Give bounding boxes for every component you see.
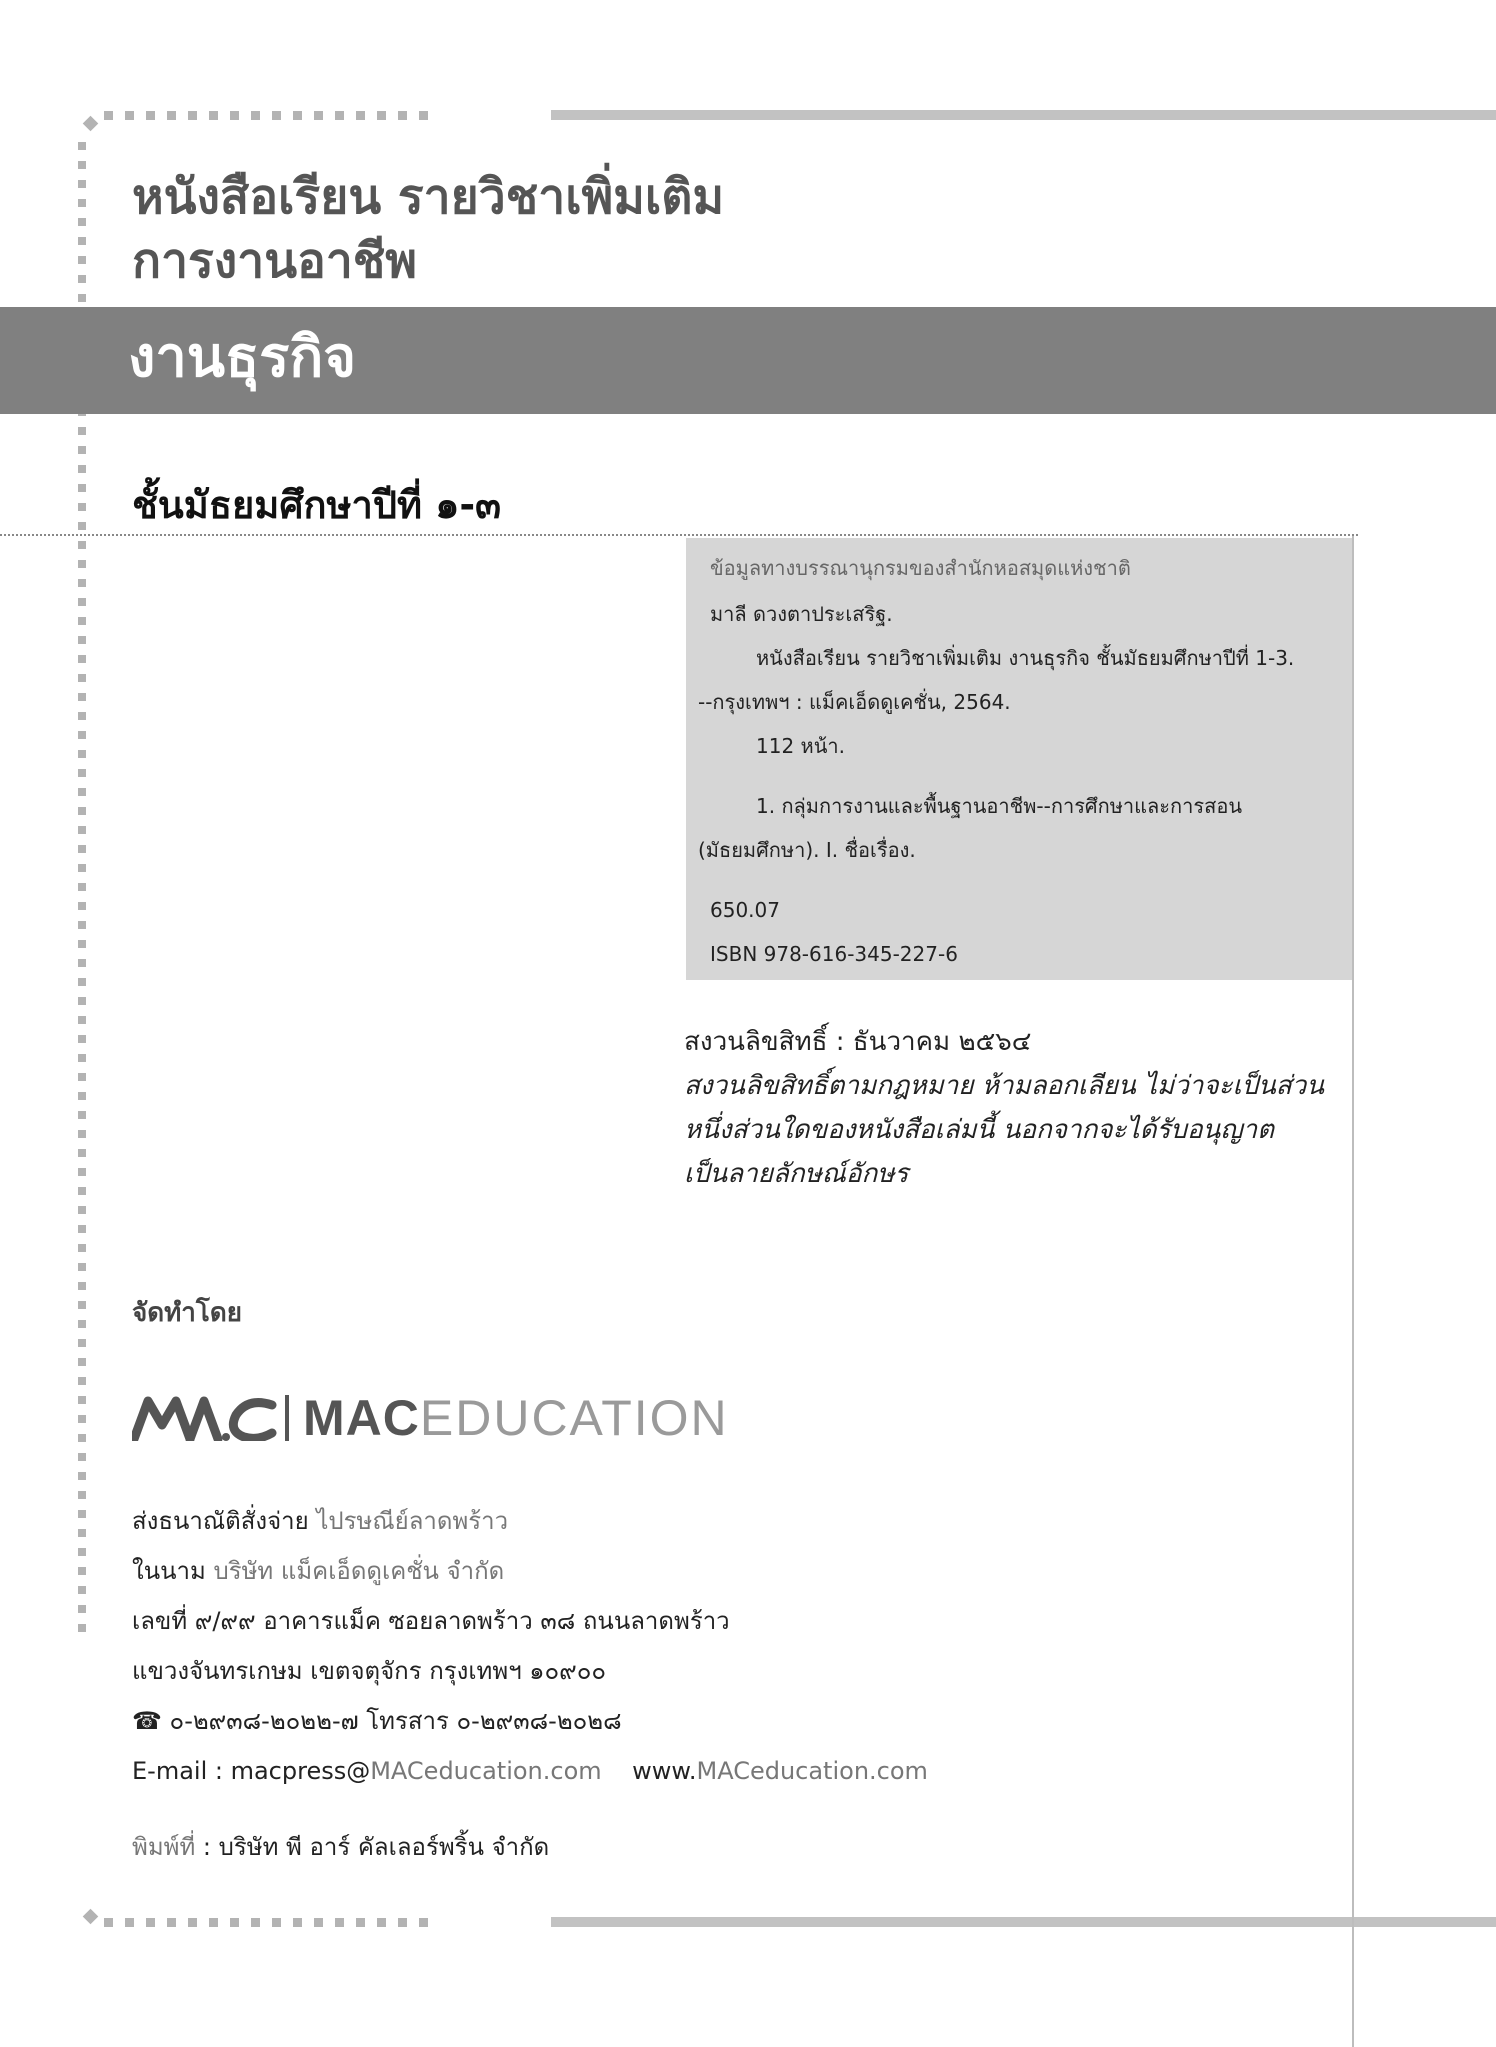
cip-publisher: --กรุงเทพฯ : แม็คเอ็ดดูเคชั่น, 2564. xyxy=(698,690,1011,714)
phone-icon: ☎ xyxy=(132,1707,162,1735)
address-line-3: เลขที่ ๙/๙๙ อาคารแม็ค ซอยลาดพร้าว ๓๘ ถนนลาดพร้าว xyxy=(132,1607,730,1635)
logo-name-bold: MAC xyxy=(303,1390,420,1446)
cip-title: หนังสือเรียน รายวิชาเพิ่มเติม งานธุรกิจ ชั้นมัธยมศึกษาปีที่ 1-3. xyxy=(756,646,1295,670)
cip-classification: 650.07 xyxy=(710,898,780,922)
address-line-4: แขวงจันทรเกษม เขตจตุจักร กรุงเทพฯ ๑๐๙๐๐ xyxy=(132,1657,607,1685)
subject-title: งานธุรกิจ xyxy=(128,325,357,390)
cip-author: มาลี ดวงตาประเสริฐ. xyxy=(710,602,893,626)
copyright-notice-2: หนึ่งส่วนใดของหนังสือเล่มนี้ นอกจากจะได้รับอนุญาต xyxy=(684,1115,1274,1145)
phone-numbers: ๐-๒๙๓๘-๒๐๒๒-๗ โทรสาร ๐-๒๙๓๘-๒๐๒๘ xyxy=(169,1707,622,1735)
printer-value: : บริษัท พี อาร์ คัลเลอร์พริ้น จำกัด xyxy=(195,1833,550,1861)
copyright-notice-3: เป็นลายลักษณ์อักษร xyxy=(684,1159,909,1189)
frame-corner-bottom xyxy=(83,1909,99,1925)
frame-corner-top xyxy=(83,116,99,132)
frame-top-line xyxy=(551,110,1496,120)
web-domain[interactable]: MACeducation.com xyxy=(696,1757,928,1785)
cip-box xyxy=(686,538,1352,980)
money-order-value: ไปรษณีย์ลาดพร้าว xyxy=(316,1507,509,1535)
logo-separator xyxy=(285,1395,289,1441)
money-order-label: ส่งธนาณัติสั่งจ่าย xyxy=(132,1507,317,1535)
cip-subject-1: 1. กลุ่มการงานและพื้นฐานอาชีพ--การศึกษาและการสอน xyxy=(756,794,1243,818)
copyright-date: สงวนลิขสิทธิ์ : ธันวาคม ๒๕๖๔ xyxy=(684,1027,1032,1057)
address-phone xyxy=(132,1704,622,1738)
payee-label: ในนาม xyxy=(132,1557,214,1585)
grade-level: ชั้นมัธยมศึกษาปีที่ ๑-๓ xyxy=(132,483,502,527)
cip-header: ข้อมูลทางบรรณานุกรมของสำนักหอสมุดแห่งชาติ xyxy=(710,556,1131,580)
cip-isbn: ISBN 978-616-345-227-6 xyxy=(710,942,958,966)
address-contact xyxy=(132,1754,928,1788)
address-payee xyxy=(132,1554,504,1588)
frame-bottom-dots xyxy=(104,1918,428,1927)
address-money-order xyxy=(132,1504,508,1538)
copyright-notice-1: สงวนลิขสิทธิ์ตามกฎหมาย ห้ามลอกเลียน ไม่ว่าจะเป็นส่วน xyxy=(684,1071,1324,1101)
printer-label: พิมพ์ที่ xyxy=(132,1833,196,1861)
frame-bottom-line xyxy=(551,1917,1496,1927)
logo-name-light: EDUCATION xyxy=(419,1390,729,1446)
printer-info xyxy=(132,1827,549,1866)
cip-pages: 112 หน้า. xyxy=(756,734,845,758)
cip-subject-2: (มัธยมศึกษา). I. ชื่อเรื่อง. xyxy=(698,838,916,862)
right-vertical-rule xyxy=(1352,536,1354,2047)
title-line-2: การงานอาชีพ xyxy=(132,233,417,289)
dotted-divider xyxy=(0,534,1358,536)
email-label: E-mail : macpress@ xyxy=(132,1757,371,1785)
frame-top-dots xyxy=(104,111,428,120)
web-prefix[interactable]: www. xyxy=(632,1757,697,1785)
payee-value: บริษัท แม็คเอ็ดดูเคชั่น จำกัด xyxy=(213,1557,505,1585)
mac-education-logo xyxy=(132,1388,729,1448)
prepared-by-label: จัดทำโดย xyxy=(132,1298,242,1328)
email-domain[interactable]: MACeducation.com xyxy=(370,1757,602,1785)
title-line-1: หนังสือเรียน รายวิชาเพิ่มเติม xyxy=(132,169,725,225)
mac-logo-mark-icon xyxy=(132,1395,277,1441)
